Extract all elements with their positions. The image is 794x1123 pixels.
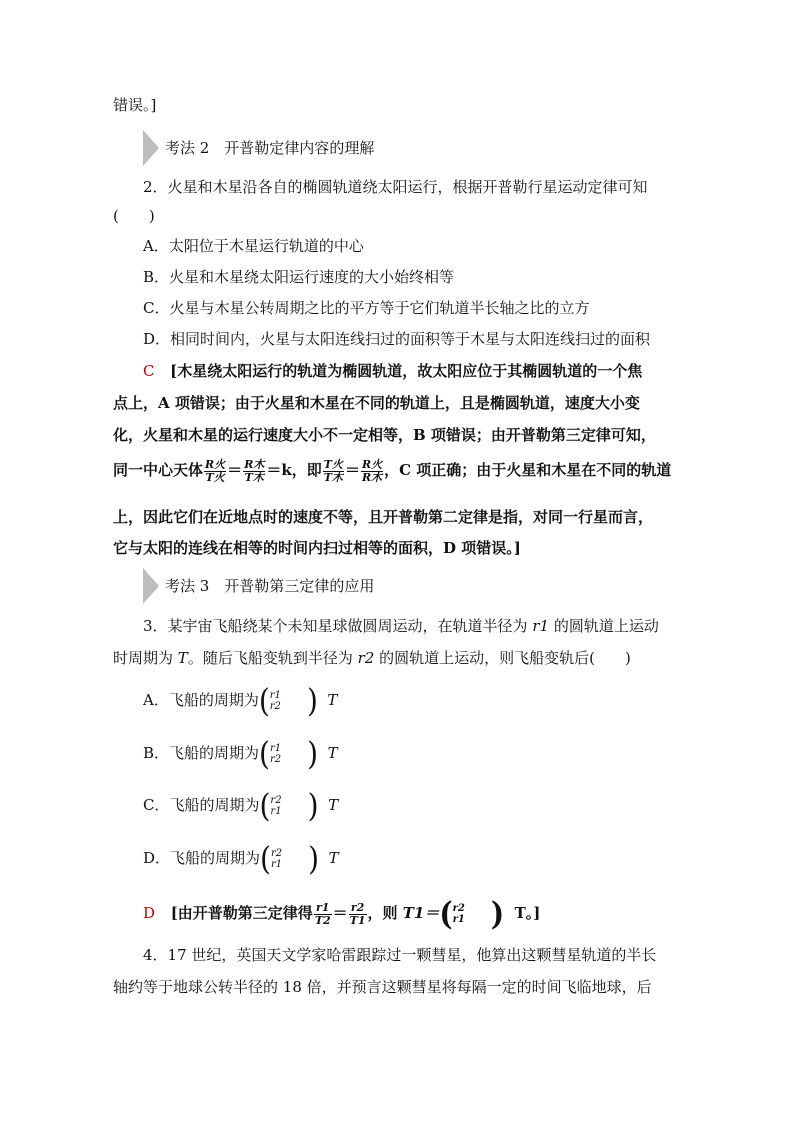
question-2-explanation-line5: 上，因此它们在近地点时的速度不等，且开普勒第二定律是指，对同一行星而言， (113, 508, 654, 526)
fraction (271, 848, 282, 870)
explanation-text: T。] (514, 904, 541, 922)
variable: r2 (357, 649, 375, 667)
fraction (453, 903, 465, 925)
stem-text: 的圆轨道上运动 (553, 617, 659, 635)
right-paren: ) (307, 786, 319, 825)
left-paren: ( (259, 786, 271, 825)
fraction-numerator: T火 (323, 457, 343, 471)
stem-text: 时周期为 (113, 649, 174, 667)
fraction-numerator: R木 (244, 457, 265, 471)
fraction-numerator: r1 (314, 902, 332, 915)
fraction (270, 690, 281, 712)
explanation-text: ，则 (367, 904, 398, 922)
variable: T (328, 849, 339, 867)
left-paren: ( (259, 734, 270, 773)
fraction (323, 459, 344, 484)
section-header-3 (143, 568, 663, 604)
section-title: 考法 3 开普勒第三定律的应用 (165, 577, 375, 595)
section-arrow-icon (143, 130, 159, 166)
question-2-explanation-line4 (113, 455, 671, 485)
fraction-denominator: T木 (244, 470, 264, 484)
right-paren: ) (308, 839, 320, 878)
explanation-text: ＝k，即 (266, 461, 322, 479)
question-2-explanation-line3: 化，火星和木星的运行速度大小不一定相等，B 项错误；由开普勒第三定律可知， (113, 426, 656, 444)
variable: T (177, 649, 188, 667)
fraction-numerator: r1 (269, 690, 281, 701)
question-2-explanation-line6: 它与太阳的连线在相等的时间内扫过相等的面积，D 项错误。] (113, 539, 521, 557)
fraction-denominator: T1 (349, 913, 366, 927)
left-paren: ( (260, 839, 271, 878)
question-3-option-d (143, 839, 339, 878)
fraction-denominator: R木 (361, 470, 383, 484)
fraction-denominator: T火 (205, 470, 225, 484)
fraction (314, 902, 332, 927)
variable: T (328, 796, 339, 814)
option-text: A．飞船的周期为 (143, 691, 259, 709)
section-header-2 (143, 130, 663, 166)
answer-letter: C (143, 362, 155, 380)
question-2-option-d: D．相同时间内，火星与太阳连线扫过的面积等于木星与太阳连线扫过的面积 (143, 330, 651, 348)
fraction-denominator: T2 (314, 913, 331, 927)
answer-letter: D (143, 904, 156, 922)
option-text: C．飞船的周期为 (143, 796, 260, 814)
section-title: 考法 2 开普勒定律内容的理解 (165, 139, 375, 157)
fraction-numerator: r1 (269, 743, 282, 754)
left-paren: ( (258, 681, 270, 720)
fraction-numerator: r2 (349, 902, 367, 915)
fraction-numerator: R火 (361, 457, 383, 471)
fraction (361, 459, 383, 484)
question-3-option-a (143, 681, 338, 720)
previous-answer-tail: 错误。] (113, 96, 157, 114)
question-3-option-c (143, 786, 339, 825)
stem-text: 。随后飞船变轨到半径为 (187, 649, 353, 667)
explanation-text: 同一中心天体 (113, 461, 204, 479)
fraction-denominator: r2 (269, 754, 282, 765)
stem-text: 3．某宇宙飞船绕某个未知星球做圆周运动，在轨道半径为 (143, 617, 528, 635)
question-2-stem: 2．火星和木星沿各自的椭圆轨道绕太阳运行，根据开普勒行星运动定律可知 (143, 178, 648, 196)
question-2-option-a: A．太阳位于木星运行轨道的中心 (143, 237, 364, 255)
question-2-option-b: B．火星和木星绕太阳运行速度的大小始终相等 (143, 268, 455, 286)
question-3-explanation (143, 894, 541, 933)
explanation-text: [由开普勒第三定律得 (170, 904, 313, 922)
question-2-option-c: C．火星与木星公转周期之比的平方等于它们轨道半长轴之比的立方 (143, 299, 590, 317)
fraction-denominator: r1 (270, 859, 283, 870)
fraction-denominator: r2 (269, 701, 281, 712)
option-text: B．飞船的周期为 (143, 744, 260, 762)
fraction (270, 795, 281, 817)
question-3-stem-line1 (143, 615, 659, 637)
question-4-stem-line2: 轴约等于地球公转半径的 18 倍，并预言这颗彗星将每隔一定的时间飞临地球，后 (113, 978, 652, 996)
right-paren: ) (490, 894, 505, 933)
question-2-explanation-line1 (143, 360, 642, 382)
explanation-text: ，C 项正确；由于火星和木星在不同的轨道 (384, 461, 672, 479)
fraction-numerator: r2 (452, 903, 465, 914)
fraction (270, 743, 281, 765)
variable: T (327, 691, 338, 709)
equals-sign: ＝ (332, 904, 348, 922)
fraction-denominator: T木 (323, 470, 343, 484)
question-2-paren: ( ) (113, 207, 155, 225)
equals-sign: ＝ (227, 461, 243, 479)
fraction-denominator: r1 (452, 914, 465, 925)
fraction-denominator: r1 (270, 806, 282, 817)
question-3-stem-line2 (113, 647, 631, 669)
option-text: D．飞船的周期为 (143, 849, 261, 867)
variable: T1＝ (402, 904, 440, 922)
fraction-numerator: R火 (205, 457, 226, 471)
section-arrow-icon (143, 568, 159, 604)
explanation-text: [木星绕太阳运行的轨道为椭圆轨道，故太阳应位于其椭圆轨道的一个焦 (170, 362, 643, 380)
question-4-stem-line1: 4．17 世纪，英国天文学家哈雷跟踪过一颗彗星，他算出这颗彗星轨道的半长 (143, 946, 657, 964)
fraction-numerator: r2 (270, 795, 282, 806)
variable: r1 (532, 617, 550, 635)
fraction (243, 459, 265, 484)
stem-text: 的圆轨道上运动，则飞船变轨后( ) (379, 649, 631, 667)
equals-sign: ＝ (344, 461, 360, 479)
question-2-explanation-line2: 点上，A 项错误；由于火星和木星在不同的轨道上，且是椭圆轨道，速度大小变 (113, 394, 640, 412)
fraction-numerator: r2 (270, 848, 283, 859)
right-paren: ) (307, 734, 319, 773)
fraction (204, 459, 226, 484)
fraction (349, 902, 367, 927)
right-paren: ) (306, 681, 318, 720)
left-paren: ( (439, 894, 453, 933)
variable: T (327, 744, 338, 762)
question-3-option-b (143, 734, 338, 773)
